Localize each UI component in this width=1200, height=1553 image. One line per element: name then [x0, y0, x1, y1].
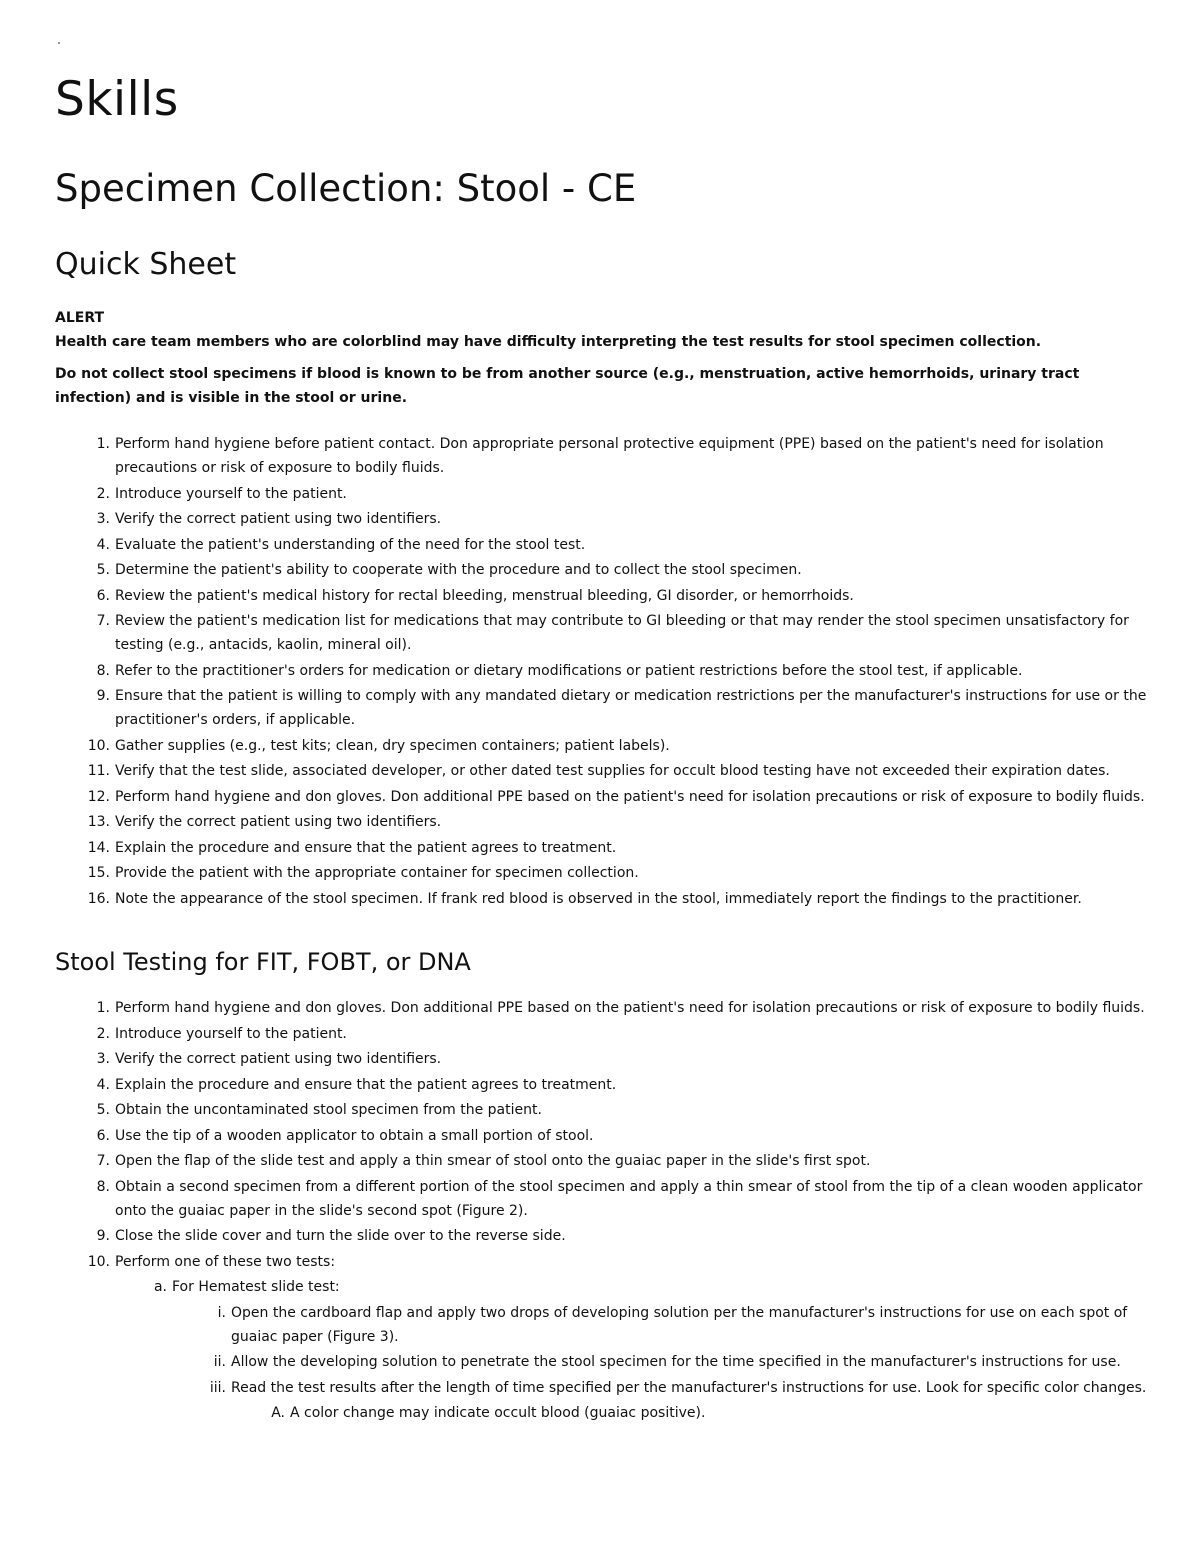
list-item: 8. Obtain a second specimen from a different portion of the stool specimen and apply a thin smear of stool from the tip of a clean wooden applicator onto the guaiac paper in the slide's second spot (Figure 2).: [96, 1178, 1143, 1219]
alert-line-1: Health care team members who are colorblind may have difficulty interpreting the test results for stool specimen collection.: [55, 334, 1042, 350]
page-title: Specimen Collection: Stool - CE: [55, 167, 637, 210]
list-item: 14. Explain the procedure and ensure that the patient agrees to treatment.: [87, 839, 617, 856]
list-item: 4. Explain the procedure and ensure that the patient agrees to treatment.: [96, 1076, 617, 1093]
list-item: 9. Close the slide cover and turn the slide over to the reverse side.: [96, 1228, 566, 1244]
quick-steps-list: [55, 432, 1155, 912]
skills-heading: Skills: [55, 72, 179, 127]
list-item: 16. Note the appearance of the stool specimen. If frank red blood is observed in the stool, immediately report the findings to the practitioner.: [87, 890, 1082, 907]
list-item: 15. Provide the patient with the appropriate container for specimen collection.: [87, 865, 639, 881]
list-item: 7. Open the flap of the slide test and apply a thin smear of stool onto the guaiac paper in the slide's first spot.: [96, 1153, 871, 1169]
list-subitem: i. Open the cardboard flap and apply two drops of developing solution per the manufacturer's instructions for use on each spot of guaiac paper (Figure 3).: [217, 1304, 1128, 1345]
list-item: 7. Review the patient's medication list for medications that may contribute to GI bleeding or that may render the stool specimen unsatisfactory for testing (e.g., antacids, kaolin, mineral oil).: [96, 613, 1129, 653]
list-item: 3. Verify the correct patient using two identifiers.: [96, 1051, 442, 1067]
list-item: 11. Verify that the test slide, associated developer, or other dated test supplies for occult blood testing have not exceeded their expiration dates.: [87, 763, 1110, 779]
list-item: 5. Obtain the uncontaminated stool specimen from the patient.: [96, 1102, 542, 1118]
list-item: 8. Refer to the practitioner's orders for medication or dietary modifications or patient restrictions before the stool test, if applicable.: [96, 662, 1023, 679]
stool-testing-steps-list: [55, 996, 1155, 1427]
list-item: 6. Use the tip of a wooden applicator to obtain a small portion of stool.: [96, 1127, 594, 1144]
list-item: 12. Perform hand hygiene and don gloves. Don additional PPE based on the patient's need for isolation precautions or risk of exposure to bodily fluids.: [87, 788, 1145, 805]
list-item: 13. Verify the correct patient using two identifiers.: [87, 814, 442, 830]
section-heading-stool-testing: Stool Testing for FIT, FOBT, or DNA: [55, 948, 471, 976]
list-item: 2. Introduce yourself to the patient.: [96, 1025, 347, 1042]
list-subitem: A. A color change may indicate occult blood (guaiac positive).: [271, 1405, 706, 1421]
list-item: 2. Introduce yourself to the patient.: [96, 485, 347, 502]
list-subitem: iii. Read the test results after the length of time specified per the manufacturer's instructions for use. Look for specific color changes.: [209, 1379, 1147, 1396]
list-subitem: ii. Allow the developing solution to penetrate the stool specimen for the time specified in the manufacturer's instructions for use.: [213, 1354, 1121, 1370]
list-item: 1. Perform hand hygiene and don gloves. Don additional PPE based on the patient's need for isolation precautions or risk of exposure to bodily fluids.: [96, 1000, 1145, 1016]
list-item: 5. Determine the patient's ability to cooperate with the procedure and to collect the stool specimen.: [96, 562, 802, 578]
list-item: 6. Review the patient's medical history for rectal bleeding, menstrual bleeding, GI disorder, or hemorrhoids.: [96, 587, 854, 604]
quick-sheet-heading: Quick Sheet: [55, 247, 237, 282]
list-item: 3. Verify the correct patient using two identifiers.: [96, 511, 442, 527]
page-dot: [58, 42, 60, 44]
alert-line-2: Do not collect stool specimens if blood is known to be from another source (e.g., menstruation, active hemorrhoids, urinary tract infection) and is visible in the stool or urine.: [55, 366, 1080, 406]
alert-box: [55, 306, 1145, 410]
alert-label: ALERT: [55, 310, 105, 326]
list-item: 9. Ensure that the patient is willing to comply with any mandated dietary or medication restrictions per the manufacturer's instructions for use or the practitioner's orders, if applicable.: [96, 688, 1147, 728]
list-subitem: a. For Hematest slide test:: [153, 1279, 340, 1295]
list-item: 4. Evaluate the patient's understanding of the need for the stool test.: [96, 536, 586, 553]
list-item: 10. Gather supplies (e.g., test kits; clean, dry specimen containers; patient labels).: [87, 737, 670, 754]
list-item: 1. Perform hand hygiene before patient contact. Don appropriate personal protective equipment (PPE) based on the patient's need for isolation precautions or risk of exposure to bodily fluids.: [96, 436, 1104, 476]
list-item: 10. Perform one of these two tests:: [87, 1253, 336, 1270]
